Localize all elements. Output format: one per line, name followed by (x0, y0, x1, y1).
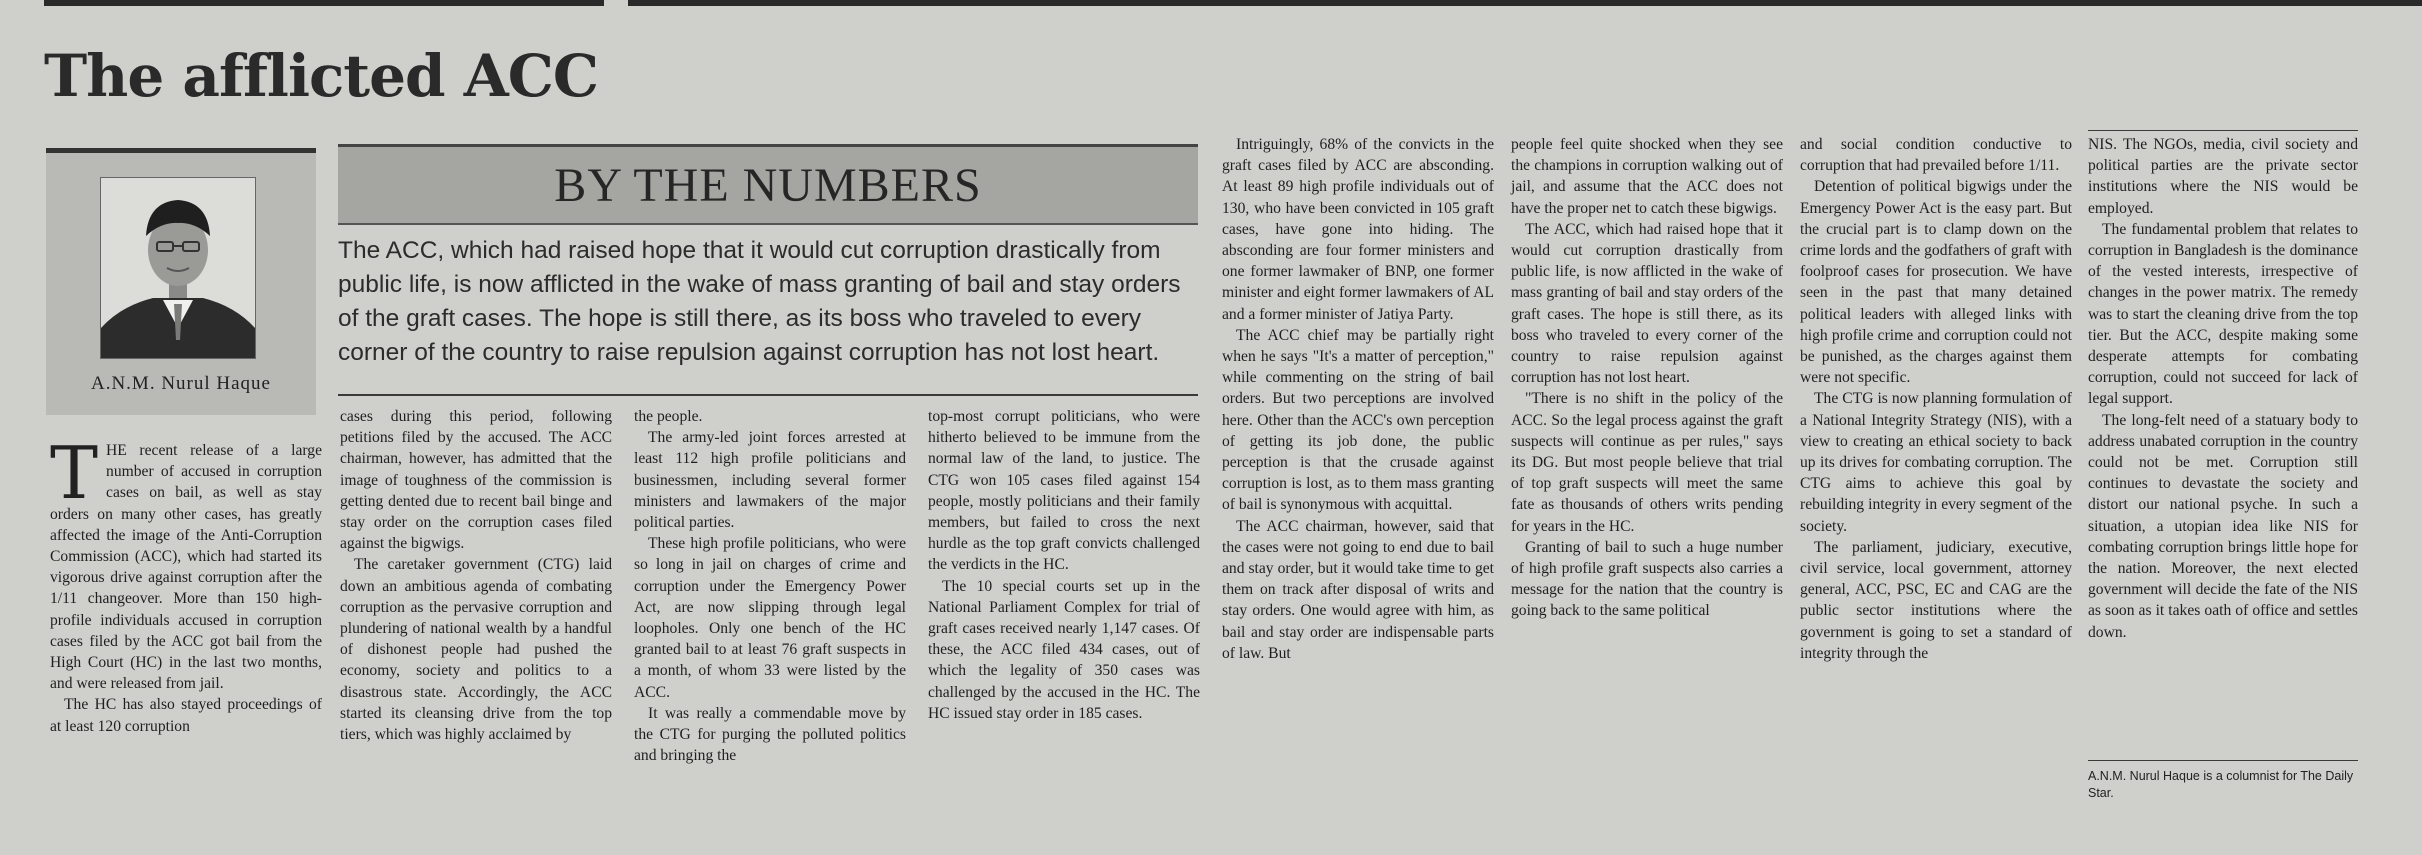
headline: The afflicted ACC (44, 42, 599, 110)
column-3 (634, 406, 906, 766)
col1-paragraph-1: HE recent release of a large number of accused in corruption cases on bail, as well as stay orders on many other cases, has greatly affected the image of the Anti-Corruption Commission (ACC), which had started its vigorous drive against corruption after the 1/11 changeover. More than 150 high-profile individuals accused in corruption cases filed by the ACC got bail from the High Court (HC) in the last two months, and were released from jail. (50, 442, 322, 693)
col3-paragraph-1: the people. (634, 408, 703, 425)
column-5 (1222, 134, 1494, 664)
column-6 (1511, 134, 1783, 622)
col2-paragraph-1: cases during this period, following petitions filed by the accused. The ACC chairman, however, has admitted that the image of toughness of the commission is getting dented due to recent bail binge and stay order on the corruption cases filed against the bigwigs. (340, 408, 612, 553)
col3-paragraph-4: It was really a commendable move by the CTG for purging the polluted politics and bringing the (634, 704, 906, 765)
top-rule-right (628, 0, 2422, 6)
col6-paragraph-3: "There is no shift in the policy of the ACC. So the legal process against the graft suspects will continue as per rules," says its DG. But most people believe that trial of top graft suspects will meet the same fate as thousands of others writs pending for years in the HC. (1511, 390, 1783, 535)
col1-paragraph-2: The HC has also stayed proceedings of at least 120 corruption (50, 696, 322, 735)
column-1 (50, 431, 322, 737)
col5-paragraph-3: The ACC chairman, however, said that the cases were not going to end due to bail and stay order, but it would take time to get them on track after disposal of writs and stay orders. One would agree with him, as bail and stay order are indispensable parts of law. But (1222, 517, 1494, 662)
col7-paragraph-4: The parliament, judiciary, executive, civil service, local government, attorney general, ACC, PSC, EC and CAG are the public sector institutions where the government is going to set a standard of integrity through the (1800, 538, 2072, 662)
section-banner: BY THE NUMBERS (338, 144, 1198, 225)
author-portrait-box (46, 148, 316, 415)
col8-paragraph-3: The long-felt need of a statuary body to address unabated corruption in the country could not be met. Corruption still continues to devastate the society and distort our national psyche. In such a situation, a utopian idea like NIS for combating corruption brings little hope for the nation. Moreover, the next elected government will decide the fate of the NIS as soon as it takes oath of office and settles down. (2088, 411, 2358, 641)
col2-paragraph-2: The caretaker government (CTG) laid down an ambitious agenda of combating corruption as the pervasive corruption and plundering of national wealth by a handful of dishonest people had pushed the economy, society and politics to a disastrous state. Accordingly, the ACC started its cleansing drive from the top tiers, which was highly acclaimed by (340, 556, 612, 744)
col6-paragraph-1: people feel quite shocked when they see the champions in corruption walking out of jail, and assume that the ACC does not have the proper net to catch these bigwigs. (1511, 136, 1783, 217)
col3-paragraph-3: These high profile politicians, who were so long in jail on charges of crime and corruption under the Emergency Power Act, are now slipping through legal loopholes. Only one bench of the HC granted bail to at least 76 graft suspects in a month, of whom 33 were listed by the ACC. (634, 535, 906, 701)
author-note: A.N.M. Nurul Haque is a columnist for The Daily Star. (2088, 769, 2354, 800)
author-byline: A.N.M. Nurul Haque (90, 373, 271, 394)
author-note-rule (2088, 760, 2358, 761)
author-silhouette-icon (101, 178, 255, 358)
column-7 (1800, 134, 2072, 664)
col5-paragraph-1: Intriguingly, 68% of the convicts in the graft cases filed by ACC are absconding. At least 89 high profile individuals out of 130, who have been convicted in 105 graft cases, have gone into hiding. The absconding are four former ministers and one former lawmaker of BNP, one former minister and eight former lawmakers of AL and a former minister of Jatiya Party. (1222, 136, 1494, 323)
deck-bottom-rule (338, 394, 1198, 396)
column-8 (2088, 134, 2358, 643)
col7-paragraph-2: Detention of political bigwigs under the Emergency Power Act is the easy part. But the crucial part is to clamp down on the crime lords and the godfathers of graft with foolproof cases for prosecution. We have seen in the past that many detained political leaders with alleged links with high profile crime and corruption could not be punished, as the charges against them were not specific. (1800, 178, 2072, 387)
col6-paragraph-4: Granting of bail to such a huge number of high profile graft suspects also carries a message for the nation that the country is going back to the same political (1511, 538, 1783, 620)
article-deck: The ACC, which had raised hope that it would cut corruption drastically from public life, is now afflicted in the wake of mass granting of bail and stay orders of the graft cases. The hope is still there, as its boss who traveled to every corner of the country to raise repulsion against corruption has not lost heart. (338, 237, 1181, 366)
column-4 (928, 406, 1200, 724)
col4-paragraph-1: top-most corrupt politicians, who were hitherto believed to be immune from the normal law of the land, to justice. The CTG won 105 cases filed against 154 people, mostly politicians and their family members, but failed to cross the next hurdle as the top graft convicts challenged the verdicts in the HC. (928, 408, 1200, 574)
col8-paragraph-1: NIS. The NGOs, media, civil society and political parties are the private sector institutions where the NIS would be employed. (2088, 136, 2358, 217)
author-photo (100, 177, 256, 359)
column-2 (340, 406, 612, 745)
col7-paragraph-3: The CTG is now planning formulation of a National Integrity Strategy (NIS), with a view to creating an ethical society to back up its drives for combating corruption. The CTG aims to achieve this goal by rebuilding integrity in every segment of the society. (1800, 390, 2072, 535)
col8-top-rule (2088, 130, 2358, 131)
col6-paragraph-2: The ACC, which had raised hope that it would cut corruption drastically from public life, is now afflicted in the wake of mass granting of bail and stay orders of the graft cases. The hope is still there, as its boss who traveled to every corner of the country to raise repulsion against corruption has not lost heart. (1511, 220, 1783, 387)
col3-paragraph-2: The army-led joint forces arrested at least 112 high profile politicians and businessmen, including several former ministers and lawmakers of the major political parties. (634, 429, 906, 532)
col7-paragraph-1: and social condition conductive to corruption that had prevailed before 1/11. (1800, 136, 2072, 175)
col8-paragraph-2: The fundamental problem that relates to corruption in Bangladesh is the dominance of the vested interests, irrespective of changes in the power matrix. The remedy was to start the cleaning drive from the top tier. But the ACC, despite making some desperate attempts for combating corruption, could not succeed for lack of legal support. (2088, 220, 2358, 408)
top-rule-left (44, 0, 604, 6)
col5-paragraph-2: The ACC chief may be partially right when he says "It's a matter of perception," while commenting on the string of bail orders. But two perceptions are involved here. Other than the ACC's own perception of getting its job done, the public perception is that the crusade against corruption is lost, as to them mass granting of bail is synonymous with acquittal. (1222, 326, 1494, 514)
drop-cap: T (50, 431, 99, 515)
col4-paragraph-2: The 10 special courts set up in the National Parliament Complex for trial of graft cases received nearly 1,147 cases. Of these, the ACC filed 434 cases, out of which the legality of 350 cases was challenged by the accused in the HC. The HC issued stay order in 185 cases. (928, 577, 1200, 722)
